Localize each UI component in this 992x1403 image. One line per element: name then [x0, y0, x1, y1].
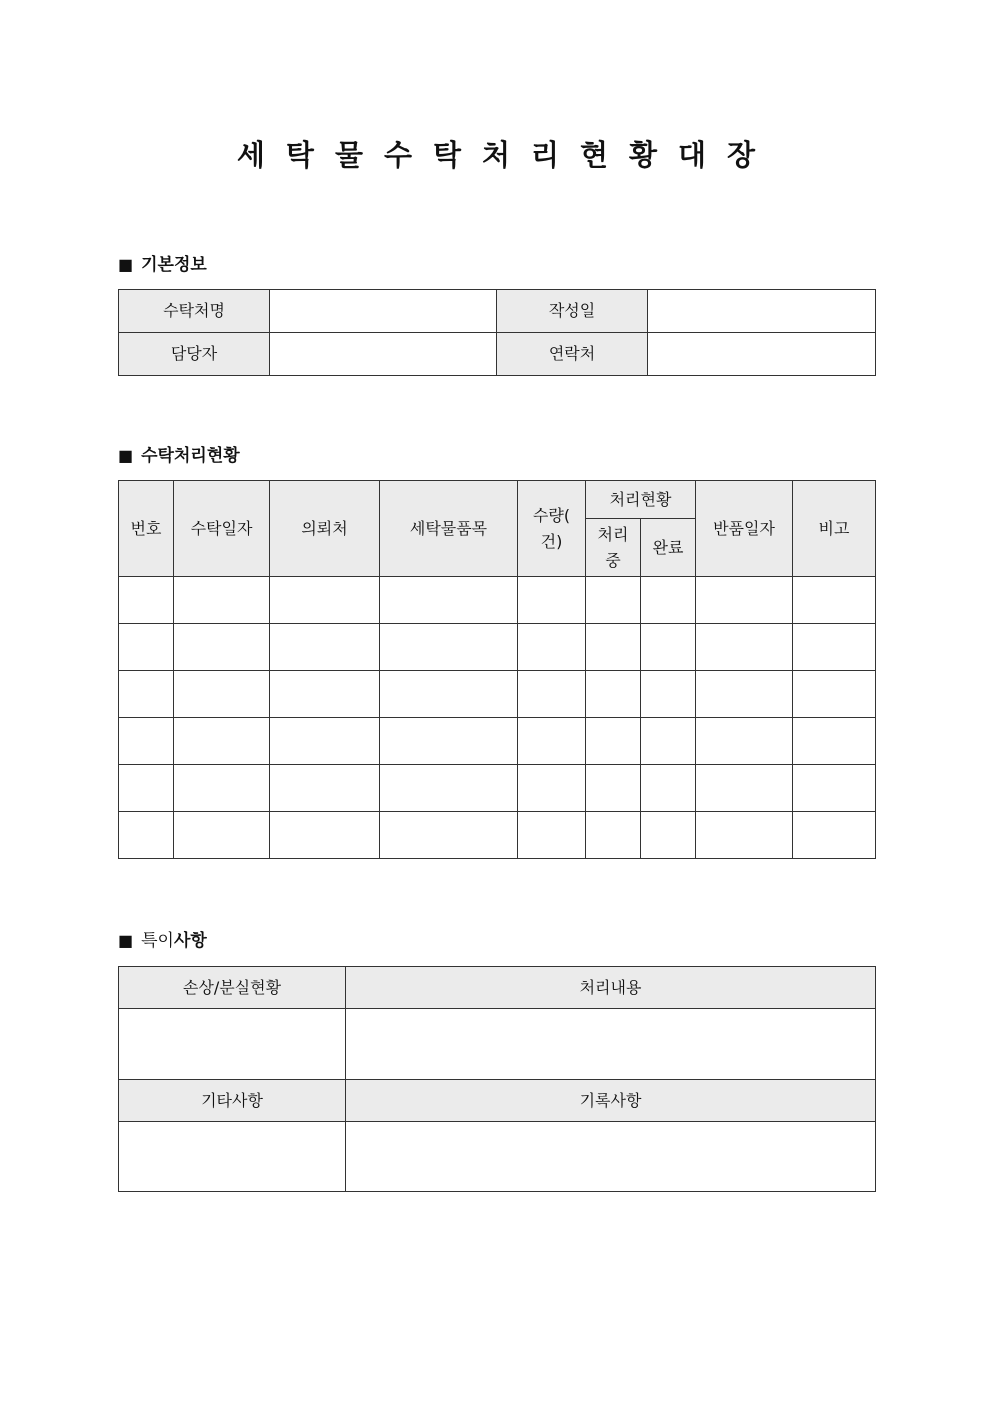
table-row	[119, 577, 876, 624]
cell-quantity[interactable]	[518, 624, 586, 671]
header-done: 완료	[641, 519, 696, 577]
cell-return-date[interactable]	[696, 671, 793, 718]
cell-return-date[interactable]	[696, 812, 793, 859]
header-quantity	[518, 481, 586, 577]
header-processing-line1: 처리	[597, 524, 629, 544]
cell-processing[interactable]	[586, 671, 641, 718]
cell-quantity[interactable]	[518, 718, 586, 765]
cell-done[interactable]	[641, 624, 696, 671]
section-label-light: 특이	[141, 931, 174, 951]
table-row	[119, 1080, 876, 1122]
date-label: 작성일	[497, 290, 648, 333]
cell-no[interactable]	[119, 671, 174, 718]
status-rows	[119, 577, 876, 859]
header-no: 번호	[119, 481, 174, 577]
cell-done[interactable]	[641, 765, 696, 812]
cell-return-date[interactable]	[696, 718, 793, 765]
header-return-date: 반품일자	[696, 481, 793, 577]
header-client: 의뢰처	[270, 481, 380, 577]
cell-no[interactable]	[119, 718, 174, 765]
cell-return-date[interactable]	[696, 577, 793, 624]
table-row	[119, 624, 876, 671]
damage-label: 손상/분실현황	[119, 967, 346, 1009]
handling-field[interactable]	[346, 1009, 876, 1080]
cell-quantity[interactable]	[518, 577, 586, 624]
record-field[interactable]	[346, 1122, 876, 1192]
table-row	[119, 290, 876, 333]
cell-client[interactable]	[270, 671, 380, 718]
record-label: 기록사항	[346, 1080, 876, 1122]
damage-field[interactable]	[119, 1009, 346, 1080]
header-row	[119, 481, 876, 519]
cell-processing[interactable]	[586, 718, 641, 765]
cell-no[interactable]	[119, 577, 174, 624]
other-field[interactable]	[119, 1122, 346, 1192]
manager-label: 담당자	[119, 333, 270, 376]
cell-return-date[interactable]	[696, 765, 793, 812]
header-processing	[586, 519, 641, 577]
header-note: 비고	[793, 481, 876, 577]
page-title: 세탁물수탁처리현황대장	[236, 138, 777, 172]
cell-item[interactable]	[380, 765, 518, 812]
cell-done[interactable]	[641, 812, 696, 859]
header-item: 세탁물품목	[380, 481, 518, 577]
section-title-notes	[118, 929, 207, 953]
consignee-field[interactable]	[270, 290, 497, 333]
table-row	[119, 967, 876, 1009]
cell-consign-date[interactable]	[174, 577, 270, 624]
cell-consign-date[interactable]	[174, 812, 270, 859]
cell-client[interactable]	[270, 624, 380, 671]
basic-info-table	[118, 289, 876, 376]
section-label-bold: 사항	[173, 931, 207, 951]
cell-processing[interactable]	[586, 812, 641, 859]
cell-client[interactable]	[270, 718, 380, 765]
manager-field[interactable]	[270, 333, 497, 376]
cell-consign-date[interactable]	[174, 718, 270, 765]
cell-quantity[interactable]	[518, 812, 586, 859]
cell-processing[interactable]	[586, 577, 641, 624]
cell-note[interactable]	[793, 765, 876, 812]
cell-quantity[interactable]	[518, 765, 586, 812]
cell-item[interactable]	[380, 624, 518, 671]
cell-note[interactable]	[793, 812, 876, 859]
cell-note[interactable]	[793, 718, 876, 765]
square-bullet-icon: ■	[118, 931, 134, 950]
handling-label: 처리내용	[346, 967, 876, 1009]
cell-no[interactable]	[119, 765, 174, 812]
cell-note[interactable]	[793, 671, 876, 718]
square-bullet-icon: ■	[118, 446, 134, 465]
contact-label: 연락처	[497, 333, 648, 376]
header-quantity-line2: 건)	[540, 531, 563, 551]
header-processing-line2: 중	[605, 550, 621, 570]
cell-client[interactable]	[270, 812, 380, 859]
cell-consign-date[interactable]	[174, 765, 270, 812]
cell-note[interactable]	[793, 577, 876, 624]
table-row	[119, 1009, 876, 1080]
table-row	[119, 671, 876, 718]
cell-item[interactable]	[380, 577, 518, 624]
cell-item[interactable]	[380, 671, 518, 718]
cell-done[interactable]	[641, 577, 696, 624]
header-status-group: 처리현황	[586, 481, 696, 519]
cell-consign-date[interactable]	[174, 624, 270, 671]
cell-no[interactable]	[119, 812, 174, 859]
consignee-label: 수탁처명	[119, 290, 270, 333]
cell-client[interactable]	[270, 765, 380, 812]
table-row	[119, 812, 876, 859]
section-label: 기본정보	[141, 255, 207, 275]
notes-table	[118, 966, 876, 1192]
header-consign-date: 수탁일자	[174, 481, 270, 577]
date-field[interactable]	[648, 290, 876, 333]
cell-item[interactable]	[380, 718, 518, 765]
cell-processing[interactable]	[586, 765, 641, 812]
cell-done[interactable]	[641, 671, 696, 718]
section-title-basic	[118, 253, 207, 277]
table-row	[119, 718, 876, 765]
other-label: 기타사항	[119, 1080, 346, 1122]
square-bullet-icon: ■	[118, 255, 134, 274]
cell-quantity[interactable]	[518, 671, 586, 718]
header-quantity-line1: 수량(	[532, 505, 571, 525]
section-label: 수탁처리현황	[141, 446, 240, 466]
cell-no[interactable]	[119, 624, 174, 671]
table-row	[119, 1122, 876, 1192]
cell-consign-date[interactable]	[174, 671, 270, 718]
cell-done[interactable]	[641, 718, 696, 765]
cell-note[interactable]	[793, 624, 876, 671]
table-row	[119, 765, 876, 812]
cell-item[interactable]	[380, 812, 518, 859]
status-table	[118, 480, 876, 859]
cell-processing[interactable]	[586, 624, 641, 671]
cell-client[interactable]	[270, 577, 380, 624]
section-title-status	[118, 444, 240, 468]
contact-field[interactable]	[648, 333, 876, 376]
cell-return-date[interactable]	[696, 624, 793, 671]
table-row	[119, 333, 876, 376]
